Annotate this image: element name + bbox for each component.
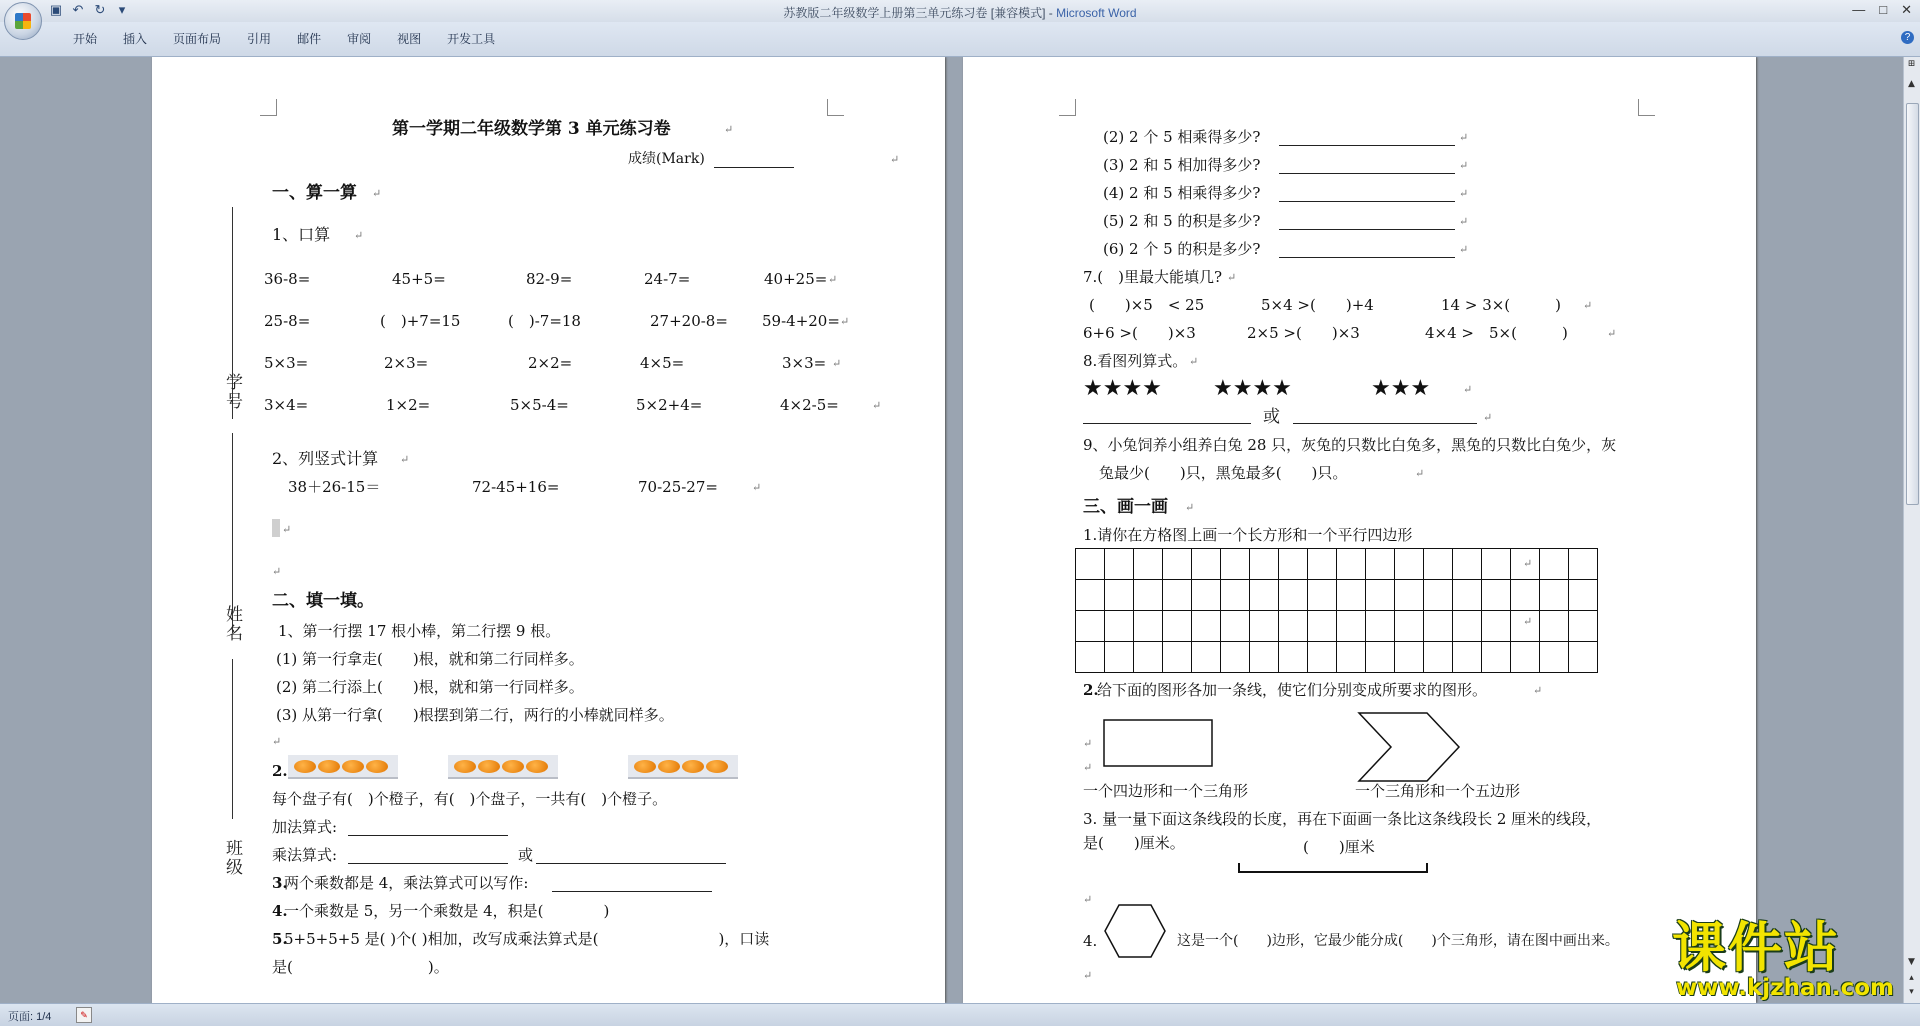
q2-addition-label: 加法算式: [272, 818, 338, 836]
tab-developer[interactable]: 开发工具 [447, 32, 496, 46]
line-segment [1237, 861, 1431, 875]
draw-q2-right-caption: 一个三角形和一个五边形 [1355, 782, 1521, 800]
page-title: 第一学期二年级数学第 3 单元练习卷 [392, 119, 671, 139]
app-name: Microsoft Word [1056, 6, 1137, 20]
paragraph-mark: ↵ [890, 153, 900, 166]
draw-q3-text-continued: 是( )厘米。 [1083, 834, 1185, 852]
next-page-icon[interactable]: ▾ [1909, 987, 1914, 997]
ribbon-tabs [60, 30, 508, 48]
oral-item: 27+20-8= [650, 312, 728, 330]
paragraph-mark: ↵ [282, 523, 292, 536]
q1-1-text: (1) 第一行拿走( )根，就和第二行同样多。 [276, 650, 584, 668]
paragraph-mark: ↵ [1227, 271, 1237, 284]
paragraph-mark: ↵ [832, 357, 842, 370]
q5-number: 5. [272, 930, 288, 948]
q1-3-text: (3) 从第一行拿( )根摆到第二行，两行的小棒就同样多。 [276, 706, 674, 724]
tab-mailings[interactable]: 邮件 [297, 32, 322, 46]
paragraph-mark: ↵ [1459, 215, 1469, 228]
drawing-grid[interactable] [1075, 548, 1598, 673]
paragraph-mark: ↵ [1459, 187, 1469, 200]
title-bar [0, 0, 1920, 22]
draw-q4-text: 这是一个( )边形，它最少能分成( )个三角形，请在图中画出来。 [1177, 933, 1619, 949]
oral-item: 5×3= [264, 354, 309, 372]
q5-text: 5+5+5+5 是( )个( )相加，改写成乘法算式是( )，口读 [284, 930, 770, 948]
paragraph-mark: ↵ [1189, 355, 1199, 368]
scroll-down-arrow-icon[interactable]: ▼ [1908, 957, 1915, 967]
crop-mark [1638, 99, 1655, 116]
paragraph-mark: ↵ [1523, 615, 1533, 628]
q1-text: 1、第一行摆 17 根小棒，第二行摆 9 根。 [278, 622, 561, 640]
draw-q2-number: 2. [1083, 681, 1099, 699]
document-workspace[interactable] [0, 57, 1904, 1003]
score-label: 成绩(Mark) [628, 151, 705, 167]
page-indicator[interactable]: 页面: 1/4 [8, 1011, 52, 1023]
oral-item: 45+5= [392, 270, 446, 288]
or-label: 或 [1263, 407, 1280, 427]
oral-item: 5×5-4= [510, 396, 569, 414]
q1-2-text: (2) 第二行添上( )根，就和第一行同样多。 [276, 678, 584, 696]
q2-text: 每个盘子有( )个橙子，有( )个盘子，一共有( )个橙子。 [272, 790, 668, 808]
paragraph-mark: ↵ [1523, 557, 1533, 570]
oral-item: 5×2+4= [636, 396, 703, 414]
q4-text: 一个乘数是 5，另一个乘数是 4，积是( ) [284, 902, 610, 920]
paragraph-mark: ↵ [1185, 501, 1195, 514]
q8-blank-2[interactable] [1293, 405, 1477, 424]
crop-mark [260, 99, 277, 116]
oral-item: ( )+7=15 [380, 312, 461, 330]
stars-group: ★★★ [1371, 376, 1431, 401]
ribbon [0, 22, 1920, 57]
stars-group: ★★★★ [1083, 376, 1162, 401]
close-button[interactable]: ✕ [1901, 2, 1912, 17]
tab-references[interactable]: 引用 [247, 32, 272, 46]
proofing-errors-icon[interactable]: ✎ [76, 1007, 92, 1023]
crop-mark [1059, 99, 1076, 116]
score-blank[interactable] [714, 149, 794, 168]
tab-home[interactable]: 开始 [73, 32, 98, 46]
sub-question: (5) 2 和 5 的积是多少? [1103, 212, 1261, 230]
draw-q4-number: 4. [1083, 932, 1098, 950]
tab-page-layout[interactable]: 页面布局 [173, 32, 222, 46]
q7-item: 2×5 >( )×3 [1247, 324, 1360, 342]
office-logo-icon [15, 13, 31, 29]
q2-multiplication-label: 乘法算式: [272, 846, 338, 864]
crop-mark [827, 99, 844, 116]
oral-item: 24-7= [644, 270, 691, 288]
stars-group: ★★★★ [1213, 376, 1292, 401]
paragraph-mark: ↵ [272, 565, 282, 578]
name-label: 姓名 [222, 605, 242, 643]
sub-question: (4) 2 和 5 相乘得多少? [1103, 184, 1261, 202]
oral-item: 4×2-5= [780, 396, 839, 414]
answer-blank[interactable] [1279, 155, 1455, 174]
office-button[interactable] [4, 2, 42, 40]
help-icon[interactable]: ? [1901, 31, 1914, 44]
vertical-scrollbar[interactable] [1903, 57, 1920, 1003]
section-1-heading: 一、算一算 [272, 183, 357, 203]
q7-item: ( )×5 < 25 [1089, 296, 1205, 314]
plate-oranges-image [288, 755, 398, 779]
maximize-button[interactable]: □ [1879, 2, 1888, 17]
paragraph-mark: ↵ [1459, 159, 1469, 172]
oral-item: 36-8= [264, 270, 311, 288]
tab-review[interactable]: 审阅 [347, 32, 372, 46]
plate-oranges-image [628, 755, 738, 779]
sub-question: (6) 2 个 5 的积是多少? [1103, 240, 1261, 258]
section-3-heading: 三、画一画 [1083, 497, 1168, 517]
paragraph-mark: ↵ [1415, 467, 1425, 480]
sub-question: (3) 2 和 5 相加得多少? [1103, 156, 1261, 174]
page-1[interactable] [152, 57, 945, 1003]
paragraph-mark: ↵ [1533, 684, 1543, 697]
paragraph-mark: ↵ [724, 123, 734, 136]
customize-toolbar-icon[interactable]: ▾ [118, 2, 126, 17]
tab-insert[interactable]: 插入 [123, 32, 148, 46]
q3-blank[interactable] [552, 873, 712, 892]
q7-item: 14 > 3×( ) [1441, 296, 1562, 314]
oral-item: 2×3= [384, 354, 429, 372]
oral-item: ( )-7=18 [508, 312, 581, 330]
status-bar [0, 1003, 1920, 1026]
paragraph-mark: ↵ [1083, 893, 1093, 906]
oral-item: 40+25= [764, 270, 828, 288]
q2-number: 2. [272, 762, 288, 780]
pentagon-arrow-shape [1357, 711, 1463, 785]
paragraph-mark: ↵ [354, 229, 364, 242]
q4-number: 4. [272, 902, 288, 920]
paragraph-mark: ↵ [840, 315, 850, 328]
oral-item: 2×2= [528, 354, 573, 372]
q3-text: 两个乘数都是 4，乘法算式可以写作: [284, 874, 529, 892]
undo-icon[interactable]: ↶ [72, 2, 84, 17]
paragraph-mark: ↵ [272, 735, 282, 748]
scroll-up-arrow-icon[interactable]: ▲ [1908, 79, 1915, 89]
addition-blank[interactable] [348, 817, 508, 836]
page-2[interactable] [963, 57, 1756, 1003]
oral-calc-heading: 1、口算 [272, 225, 331, 244]
ruler-toggle-icon[interactable]: ⊞ [1907, 59, 1916, 69]
paragraph-mark: ↵ [872, 399, 882, 412]
binding-line [232, 433, 233, 633]
q3-number: 3. [272, 874, 288, 892]
answer-blank[interactable] [1279, 211, 1455, 230]
answer-blank[interactable] [1279, 127, 1455, 146]
draw-q2-text: 给下面的图形各加一条线，使它们分别变成所要求的图形。 [1097, 681, 1488, 699]
draw-q2-left-caption: 一个四边形和一个三角形 [1083, 782, 1249, 800]
text-cursor-block [272, 519, 280, 537]
paragraph-mark: ↵ [828, 273, 838, 286]
oral-item: 25-8= [264, 312, 311, 330]
binding-line [232, 659, 233, 819]
sub-question: (2) 2 个 5 相乘得多少? [1103, 128, 1261, 146]
paragraph-mark: ↵ [1083, 969, 1093, 982]
student-number-label: 学号 [222, 373, 242, 411]
multiplication-blank-2[interactable] [536, 845, 726, 864]
previous-page-icon[interactable]: ▴ [1909, 973, 1914, 983]
redo-icon[interactable]: ↻ [94, 2, 106, 17]
draw-q3-answer: ( )厘米 [1303, 838, 1375, 856]
section-2-heading: 二、填一填。 [272, 591, 374, 611]
or-label: 或 [518, 846, 534, 864]
plate-oranges-image [448, 755, 558, 779]
q8-blank-1[interactable] [1083, 405, 1251, 424]
scrollbar-thumb[interactable] [1906, 103, 1919, 505]
vertical-item: 38＋26-15＝ [288, 478, 381, 496]
paragraph-mark: ↵ [1607, 327, 1617, 340]
oral-item: 3×4= [264, 396, 309, 414]
tab-view[interactable]: 视图 [397, 32, 422, 46]
oral-item: 3×3= [782, 354, 827, 372]
q7-item: 6+6 >( )×3 [1083, 324, 1196, 342]
paragraph-mark: ↵ [1483, 411, 1493, 424]
paragraph-mark: ↵ [752, 481, 762, 494]
watermark-logo: 课件站 [1672, 916, 1840, 979]
q7-item: 5×4 >( )+4 [1261, 296, 1374, 314]
window-controls [1852, 2, 1912, 18]
rectangle-shape [1103, 719, 1223, 771]
oral-item: 82-9= [526, 270, 573, 288]
oral-item: 1×2= [386, 396, 431, 414]
answer-blank[interactable] [1279, 183, 1455, 202]
document-title: 苏教版二年级数学上册第三单元练习卷 [兼容模式] - [783, 6, 1057, 20]
paragraph-mark: ↵ [1463, 383, 1473, 396]
vertical-item: 72-45+16= [472, 478, 560, 496]
paragraph-mark: ↵ [1583, 299, 1593, 312]
vertical-calc-heading: 2、列竖式计算 [272, 449, 379, 468]
watermark-url: www.kjzhan.com [1676, 975, 1894, 1001]
q7-item: 4×4 > 5×( ) [1425, 324, 1568, 342]
oral-item: 59-4+20= [762, 312, 840, 330]
paragraph-mark: ↵ [1459, 131, 1469, 144]
minimize-button[interactable]: — [1852, 2, 1866, 17]
vertical-item: 70-25-27= [638, 478, 718, 496]
class-label: 班级 [222, 839, 242, 877]
paragraph-mark: ↵ [400, 453, 410, 466]
paragraph-mark: ↵ [1083, 761, 1093, 774]
paragraph-mark: ↵ [372, 187, 382, 200]
paragraph-mark: ↵ [1083, 737, 1093, 750]
q9-text-continued: 兔最少( )只，黑兔最多( )只。 [1099, 464, 1348, 482]
q8-text: 8.看图列算式。 [1083, 352, 1188, 370]
multiplication-blank-1[interactable] [348, 845, 508, 864]
q9-text: 9、小兔饲养小组养白兔 28 只，灰兔的只数比白兔多，黑兔的只数比白兔少，灰 [1083, 436, 1617, 454]
answer-blank[interactable] [1279, 239, 1455, 258]
q5-text-continued: 是( )。 [272, 958, 449, 976]
window-title [0, 4, 1920, 21]
paragraph-mark: ↵ [1459, 243, 1469, 256]
draw-q3-text: 3. 量一量下面这条线段的长度，再在下面画一条比这条线段长 2 厘米的线段， [1083, 810, 1602, 828]
hexagon-shape [1103, 903, 1169, 961]
oral-item: 4×5= [640, 354, 685, 372]
save-icon[interactable]: ▣ [49, 2, 63, 17]
draw-q1-text: 1.请你在方格图上画一个长方形和一个平行四边形 [1083, 526, 1413, 544]
q7-text: 7.( )里最大能填几? [1083, 268, 1223, 286]
